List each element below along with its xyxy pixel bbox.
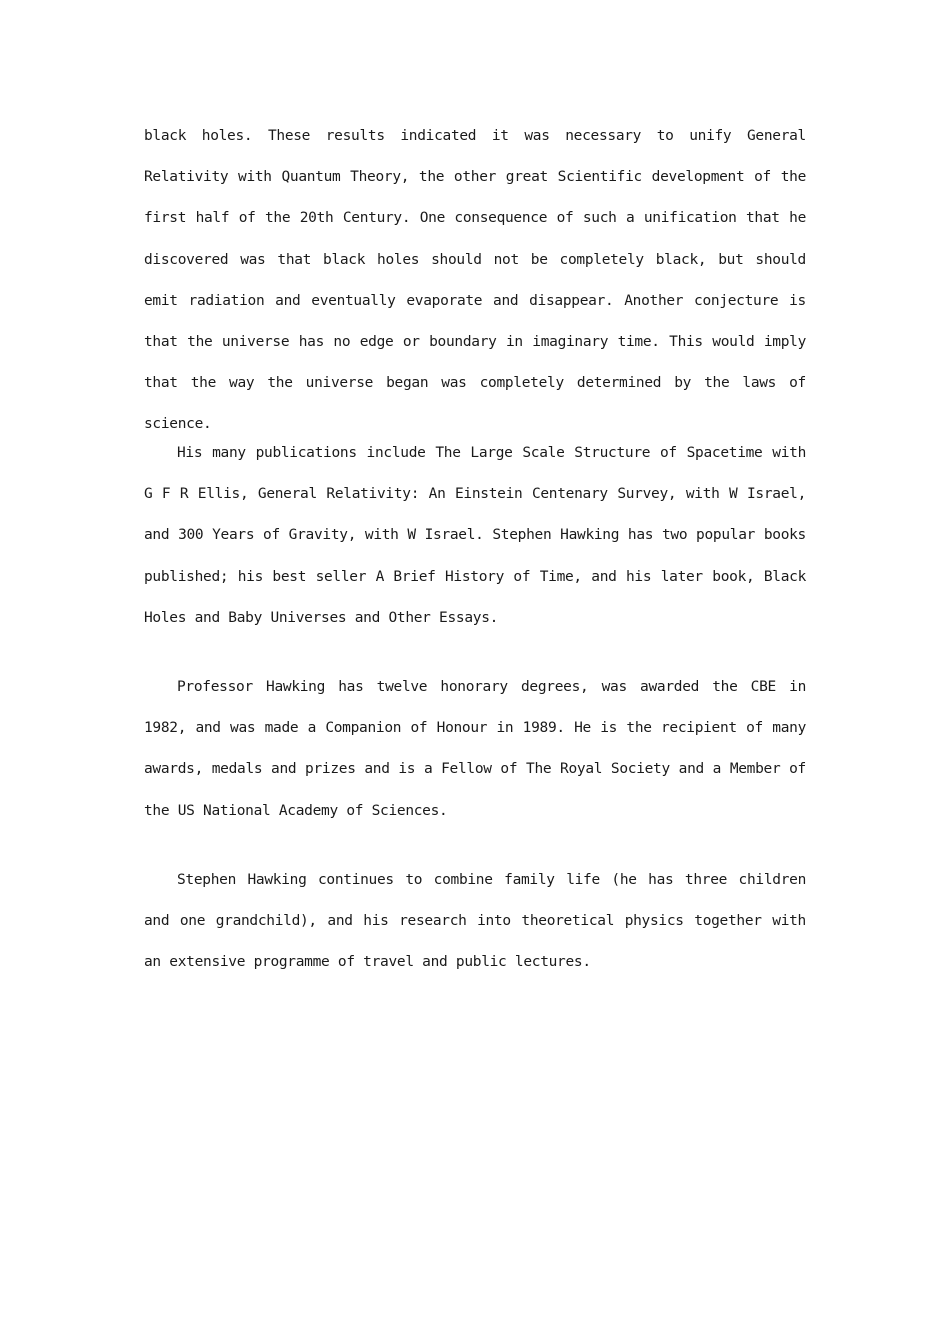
paragraph-text: black holes. These results indicated it was necessary to unify General Relativity with Quantum Theory, the other great Scientific development of the first half of the 20th Century. One consequence of such a unification that he discovered was that black holes should not be completely black, but should emit radiation and eventually evaporate and disappear. Another conjecture is that the universe has no edge or boundary in imaginary time. This would imply that the way the universe began was completely determined by the laws of science.: [144, 128, 806, 433]
paragraph-family-life: [144, 860, 806, 984]
paragraph-publications: [144, 433, 806, 639]
paragraph-black-holes: [144, 116, 806, 446]
paragraph-honours: [144, 667, 806, 832]
paragraph-text: Stephen Hawking continues to combine family life (he has three children and one grandchild), and his research into theoretical physics together with an extensive programme of travel and public lectures.: [144, 872, 806, 971]
paragraph-text: His many publications include The Large Scale Structure of Spacetime with G F R Ellis, General Relativity: An Einstein Centenary Survey, with W Israel, and 300 Years of Gravity, with W Israel. Stephen Hawking has two popular books published; his best seller A Brief History of Time, and his later book, Black Holes and Baby Universes and Other Essays.: [144, 445, 806, 626]
paragraph-text: Professor Hawking has twelve honorary degrees, was awarded the CBE in 1982, and was made a Companion of Honour in 1989. He is the recipient of many awards, medals and prizes and is a Fellow of The Royal Society and a Member of the US National Academy of Sciences.: [144, 679, 806, 819]
